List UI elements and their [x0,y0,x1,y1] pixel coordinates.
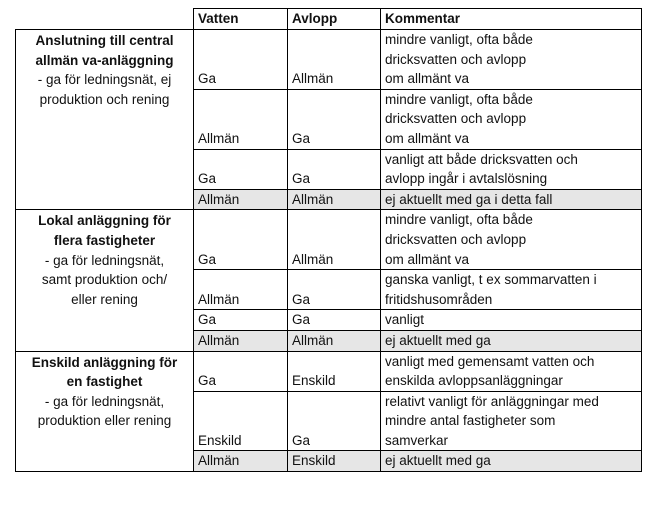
group-heading-line: en fastighet [66,374,143,390]
group-heading-line: Lokal anläggning för [38,213,171,229]
cell-kommentar [381,330,642,351]
comment-line: ej aktuellt med ga [385,332,491,348]
cell-vatten: Ga [194,310,288,331]
header-blank [16,9,194,30]
cell-avlopp: Ga [288,270,381,310]
group-heading-line: flera fastigheter [53,232,156,248]
col-header-avlopp: Avlopp [288,9,381,30]
cell-vatten: Allmän [194,89,288,149]
cell-vatten: Allmän [194,451,288,472]
table-row [16,351,642,391]
cell-kommentar [381,310,642,331]
cell-avlopp: Enskild [288,451,381,472]
col-header-vatten: Vatten [194,9,288,30]
col-header-kommentar: Kommentar [381,9,642,30]
comment-line: ej aktuellt med ga [385,453,491,469]
cell-avlopp: Ga [288,391,381,451]
cell-avlopp: Ga [288,149,381,189]
header-row [16,9,642,30]
group-subtext-line: produktion eller rening [37,413,172,429]
table-row [16,210,642,270]
comment-line: om allmänt va [385,71,470,87]
comment-line: samverkar [385,432,449,448]
cell-kommentar [381,270,642,310]
group-heading-line: Enskild anläggning för [31,354,178,370]
comment-line: vanligt [385,312,425,328]
comment-line: vanligt att både dricksvatten och [385,151,578,167]
comment-line: om allmänt va [385,251,470,267]
va-table [15,8,642,472]
comment-line: avlopp ingår i avtalslösning [385,171,548,187]
cell-kommentar [381,391,642,451]
table-body [16,30,642,472]
cell-avlopp: Ga [288,89,381,149]
cell-kommentar [381,89,642,149]
group-subtext-line: - ga för ledningsnät, [44,393,165,409]
cell-kommentar [381,149,642,189]
group-label [16,210,194,351]
cell-vatten: Allmän [194,270,288,310]
cell-vatten: Ga [194,149,288,189]
group-subtext-line: samt produktion och/ [41,272,168,288]
group-label [16,30,194,210]
group-subtext-line: - ga för ledningsnät, [44,252,165,268]
cell-kommentar [381,210,642,270]
cell-vatten: Allmän [194,330,288,351]
comment-line: ej aktuellt med ga i detta fall [385,191,553,207]
cell-kommentar [381,351,642,391]
table-row [16,30,642,90]
comment-line: dricksvatten och avlopp [385,111,527,127]
cell-avlopp: Allmän [288,210,381,270]
cell-avlopp: Allmän [288,189,381,210]
comment-line: om allmänt va [385,130,470,146]
group-subtext-line: - ga för ledningsnät, ej [37,72,172,88]
comment-line: mindre vanligt, ofta både [385,212,533,228]
cell-kommentar [381,30,642,90]
cell-vatten: Ga [194,30,288,90]
comment-line: mindre vanligt, ofta både [385,91,533,107]
comment-line: mindre vanligt, ofta både [385,32,533,47]
cell-avlopp: Allmän [288,30,381,90]
group-label [16,351,194,472]
cell-vatten: Ga [194,210,288,270]
comment-line: enskilda avloppsanläggningar [385,373,563,389]
cell-kommentar [381,451,642,472]
comment-line: ganska vanligt, t ex sommarvatten i [385,272,597,288]
cell-vatten: Ga [194,351,288,391]
cell-avlopp: Ga [288,310,381,331]
cell-avlopp: Enskild [288,351,381,391]
group-heading-line: allmän va-anläggning [35,52,174,68]
group-heading-line: Anslutning till central [35,33,174,48]
comment-line: mindre antal fastigheter som [385,413,556,429]
comment-line: relativt vanligt för anläggningar med [385,393,599,409]
comment-line: dricksvatten och avlopp [385,51,527,67]
group-subtext-line: produktion och rening [39,91,170,107]
comment-line: dricksvatten och avlopp [385,231,527,247]
comment-line: fritidshusområden [385,291,493,307]
cell-vatten: Enskild [194,391,288,451]
cell-vatten: Allmän [194,189,288,210]
cell-avlopp: Allmän [288,330,381,351]
group-subtext-line: eller rening [71,291,138,307]
comment-line: vanligt med gemensamt vatten och [385,353,595,369]
cell-kommentar [381,189,642,210]
